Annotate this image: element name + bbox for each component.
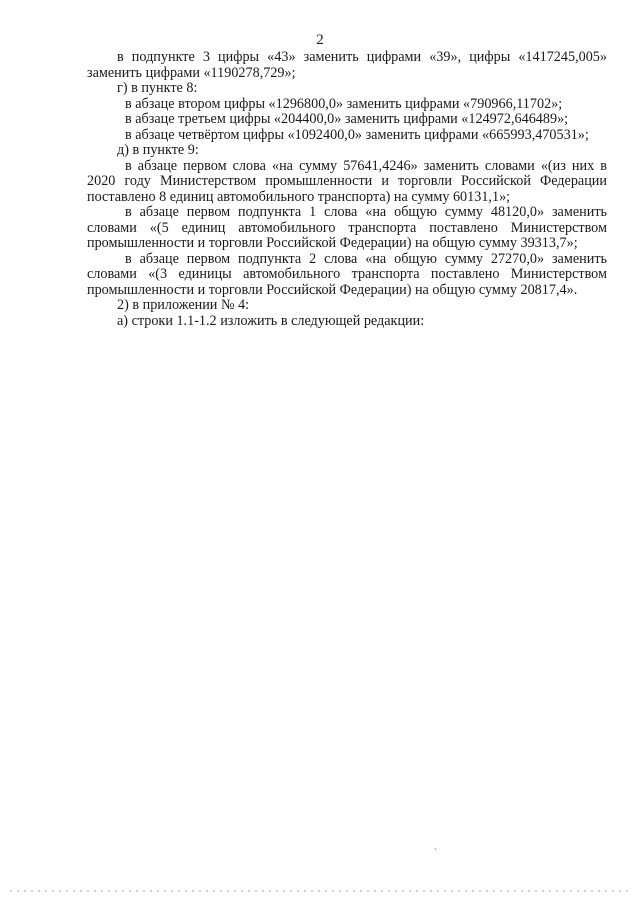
- paragraph-9: в абзаце первом подпункта 2 слова «на общую сумму 27270,0» заменить словами «(3 единицы автомобильного транспорта поставлено Министерством промышленности и торговли Российской Федерации) на общую сумму 20817,4».: [87, 250, 607, 298]
- paragraph-1: в подпункте 3 цифры «43» заменить цифрами «39», цифры «1417245,005» заменить цифрами «1190278,729»;: [87, 49, 607, 81]
- page-number: 2: [316, 32, 324, 48]
- paragraph-3: в абзаце втором цифры «1296800,0» заменить цифрами «790966,11702»;: [125, 95, 563, 112]
- paragraph-4: в абзаце третьем цифры «204400,0» заменить цифрами «124972,646489»;: [125, 111, 569, 127]
- paragraph-6: д) в пункте 9:: [117, 142, 199, 158]
- paragraph-11: а) строки 1.1-1.2 изложить в следующей редакции:: [117, 312, 425, 329]
- scan-artifact-line: [10, 890, 630, 892]
- document-body: [87, 50, 607, 329]
- paragraph-7: в абзаце первом слова «на сумму 57641,4246» заменить словами «(из них в 2020 году Министерством промышленности и торговли Российской Федерации поставлено 8 единиц автомобильного транспорта) на сумму 60131,1»;: [87, 157, 607, 205]
- paragraph-10: 2) в приложении № 4:: [117, 297, 250, 313]
- scan-mark: `: [434, 848, 438, 859]
- paragraph-5: в абзаце четвёртом цифры «1092400,0» заменить цифрами «665993,470531»;: [125, 126, 589, 143]
- paragraph-8: в абзаце первом подпункта 1 слова «на общую сумму 48120,0» заменить словами «(5 единиц автомобильного транспорта поставлено Министерством промышленности и торговли Российской Федерации) на общую сумму 39313,7»;: [87, 204, 607, 251]
- paragraph-2: г) в пункте 8:: [117, 80, 198, 96]
